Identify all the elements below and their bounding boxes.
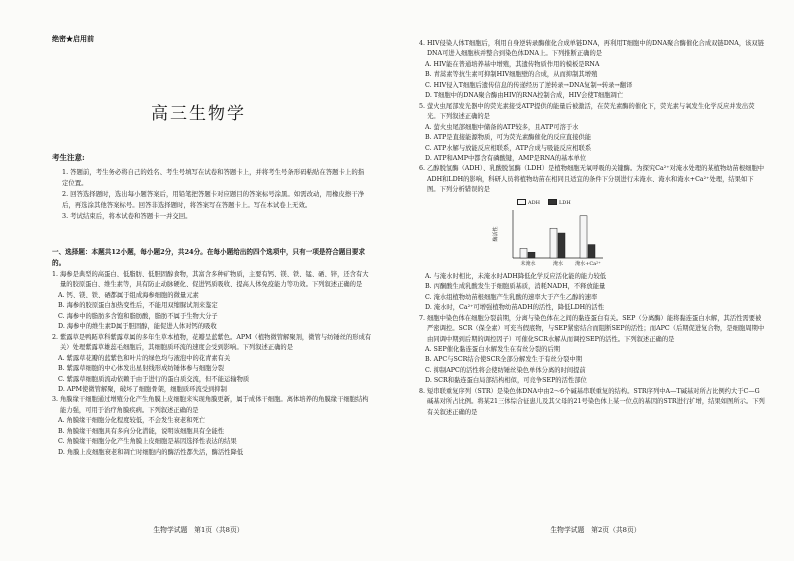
question-option: C. 角膜缘干细胞分化产生角膜上皮细胞是基因选择性表达的结果 [58, 438, 237, 446]
question-option: B. APC与SCR结合使SCR全部分解发生于有丝分裂中期 [425, 356, 583, 364]
question-option: B. ATP是直接能源物质，可为荧光素酶催化的反应直接供能 [425, 134, 592, 142]
chart-legend [517, 198, 571, 208]
enzyme-chart [489, 198, 609, 270]
note-item: 2. 回答选择题时，选出每小题答案后，用铅笔把答题卡对应题目的答案标号涂黑。如需改动，用橡皮擦干净后，再选涂其他答案标号。回答非选择题时，将答案写在答题卡上。写在本试卷上无效。 [62, 190, 365, 209]
question-stem: 7. 细胞中染色体在细胞分裂前期，分离与染色体在之间的黏连蛋白有关。SEP（分离酶）能将黏连蛋白水解，其活性需要被严密调控。SCR（保全素）可充当假底物，与SEP紧密结合而阻断SEP的活性；而APC（后期促进复合物，是细胞周期中由同调中期到后期的调控因子）可催化SCR水解从而调控SEP的活性。下列叙述正确的是 [419, 314, 765, 343]
question-option: B. 青蒿素等抗生素可抑制HIV细胞壁的合成，从而抑制其增殖 [425, 71, 598, 79]
question-stem: 6. 乙醇脱氢酶（ADH）、乳酸脱氢酶（LDH）是植物细胞无氧呼吸的关键酶。为探究Ca²⁺对淹水处理的某植物幼苗根细胞中ADH和LDH的影响，科研人员将植物幼苗在相同且适宜的条件下分别进行未淹水、淹水和淹水+Ca²⁺处理，结果如下图。下列分析错误的是 [419, 165, 765, 194]
right-questions [419, 39, 765, 418]
enzyme-bar-chart [489, 198, 609, 270]
x-tick-label: 淹水 [552, 260, 564, 267]
x-tick-label: 淹水+Ca²⁺ [575, 260, 601, 267]
bar-ldh [528, 252, 535, 258]
question-option: A. SEP催化黏连蛋白水解发生在有丝分裂的后期 [425, 345, 561, 353]
left-questions [52, 270, 372, 458]
question-option: A. 钙、镁、铁、硒都属于组成海参细胞的微量元素 [58, 291, 199, 299]
bar-adh [520, 248, 527, 258]
question-option: C. 海参中的脂肪多含饱和脂肪酸，脂肪不属于生物大分子 [58, 312, 218, 320]
notes-list [62, 167, 367, 223]
question-stem: 5. 萤火虫尾部发光器中的荧光素接受ATP提供的能量后被激活，在荧光素酶的催化下，荧光素与氧发生化学反应并发出荧光。下列叙述正确的是 [419, 102, 755, 121]
question-option: D. T细胞中的DNA聚合酶由HIV的RNA控制合成，HIV会使T细胞凋亡 [425, 92, 624, 100]
question-option: D. SCR和黏连蛋白局部结构相似，可竞争SEP的活性部位 [425, 377, 587, 385]
question-option: D. 海参中的维生素D属于胆固醇，能促进人体对钙的吸收 [58, 323, 217, 331]
page-footer: 生物学试题 第1页（共8页） [153, 526, 244, 534]
x-tick-label: 未淹水 [520, 260, 536, 267]
page-2 [397, 0, 794, 561]
bar-ldh [558, 233, 565, 258]
section-heading: 一、选择题：本题共12小题，每小题2分，共24分。在每小题给出的四个选项中，只有一项是符合题目要求的。 [52, 248, 366, 267]
question-option: C. 淹水组植物幼苗根细胞产生乳酸的速率大于产生乙醇的速率 [425, 293, 598, 301]
question-stem: 8. 短串联重复序列（STR）是染色体DNA中由2～6个碱基串联重复的结构。STR序列中A—T碱基对所占比例约大于C—G碱基对所占比例。将某21三体综合征患儿及其父母的21号染色体上某一位点的基因的STR进行扩增，结果如图所示。下列有关叙述正确的是 [419, 387, 765, 416]
question-option: A. 角膜缘干细胞分化程度较低，不会发生衰老和死亡 [58, 417, 206, 425]
question-option: D. 角膜上皮细胞衰老和凋亡时细胞内的酶活性都失活，酶活性降低 [58, 448, 244, 456]
question-option: B. 角膜缘干细胞具有多向分化潜能，说明该细胞具有全能性 [58, 427, 225, 435]
question-option: A. HIV能在普通培养基中增殖，其遗传物质作用的模板是RNA [425, 60, 600, 68]
question-stem: 2. 紫露草是鸭跖草科紫露草属的多年生草本植物，花瓣呈蓝紫色。APM（植物微管解聚剂，微管与纺锤丝的形成有关）处理紫露草雄蕊毛细胞后，其细胞质环流的速度会受到影响。下列叙述正确的是 [52, 333, 372, 352]
question-option: B. 紫露草细胞的中心体发出星射线形成纺锤体参与细胞分裂 [58, 365, 225, 373]
question-option: A. 萤火虫尾部细胞中储备的ATP较多，且ATP可溶于水 [425, 123, 579, 131]
question-option: D. ATP和AMP中都含有磷酸键，AMP是RNA的基本单位 [425, 154, 587, 162]
question-stem: 3. 角膜缘干细胞通过增殖分化产生角膜上皮细胞来实现角膜更新，属于成体干细胞。离体培养的角膜缘干细胞结构能力强，可用于治疗角膜疾病。下列叙述正确的是 [52, 396, 369, 414]
question-option: C. 紫露草细胞质流动依赖于由于进行的蛋白质交流，但不能运输物质 [58, 375, 250, 383]
exam-title: 高三生物学 [151, 104, 246, 124]
bar-adh [550, 228, 557, 258]
question-option: D. APM使微管解聚，破坏了细胞骨架，细胞质环流受到抑制 [58, 385, 227, 393]
bar-adh [580, 216, 587, 258]
question-option: C. ATP水解与放能反应相联系，ATP合成与吸能反应相联系 [425, 144, 592, 152]
question-option: A. 与淹水时相比，未淹水时ADH降低化学反应活化能的能力较低 [425, 272, 607, 280]
page-footer: 生物学试题 第2页（共8页） [550, 526, 641, 534]
notes-heading: 考生注意: [52, 153, 85, 162]
question-option: D. 淹水时，Ca²⁺可增强植物幼苗ADH的活性，降低LDH的活性 [425, 304, 604, 312]
note-item: 3. 考试结束后，将本试卷和答题卡一并交回。 [62, 212, 192, 221]
question-stem: 1. 海参是典型的高蛋白、低脂肪、低胆固醇食物，其富含多种矿物质，主要有钙、镁、铁、锰、硒、锌，还含有大量的胶原蛋白、维生素等，具有防止动脉硬化、促进钙质吸收、提高人体免疫能力等功效。下列叙述正确的是 [52, 271, 369, 289]
note-item: 1. 答题前，考生务必将自己的姓名、考生号填写在试卷和答题卡上，并将考生号条形码粘贴在答题卡上的指定位置。 [62, 168, 365, 187]
y-axis-label: 酶活性 [493, 226, 499, 242]
legend-ldh: LDH [548, 198, 571, 208]
question-option: B. 丙酮酸生成乳酸发生于细胞质基质，消耗NADH，不释放能量 [425, 283, 606, 291]
question-option: C. 抑制APC的活性将会使纺锤丝染色单体分离的时间提前 [425, 366, 586, 374]
question-option: C. HIV侵入T细胞后遗传信息的传递经历了逆转录→DNA复制→转录→翻译 [425, 81, 633, 89]
legend-adh: ADH [517, 198, 540, 208]
question-option: B. 海参的胶原蛋白加热变性后，不能用双缩脲试剂来鉴定 [58, 302, 218, 310]
bar-ldh [588, 244, 595, 257]
secret-mark: 绝密★启用前 [52, 34, 94, 43]
question-stem: 4. HIV侵染人体T细胞后，利用自身逆转录酶催化合成单链DNA，再利用T细胞中的DNA聚合酶催化合成双链DNA，该双链DNA可进入细胞核并整合到染色体DNA上。下列推断正确的是 [419, 40, 765, 58]
question-option: A. 紫露草花瓣的蓝紫色和叶片的绿色均与液泡中的花青素有关 [58, 354, 231, 362]
